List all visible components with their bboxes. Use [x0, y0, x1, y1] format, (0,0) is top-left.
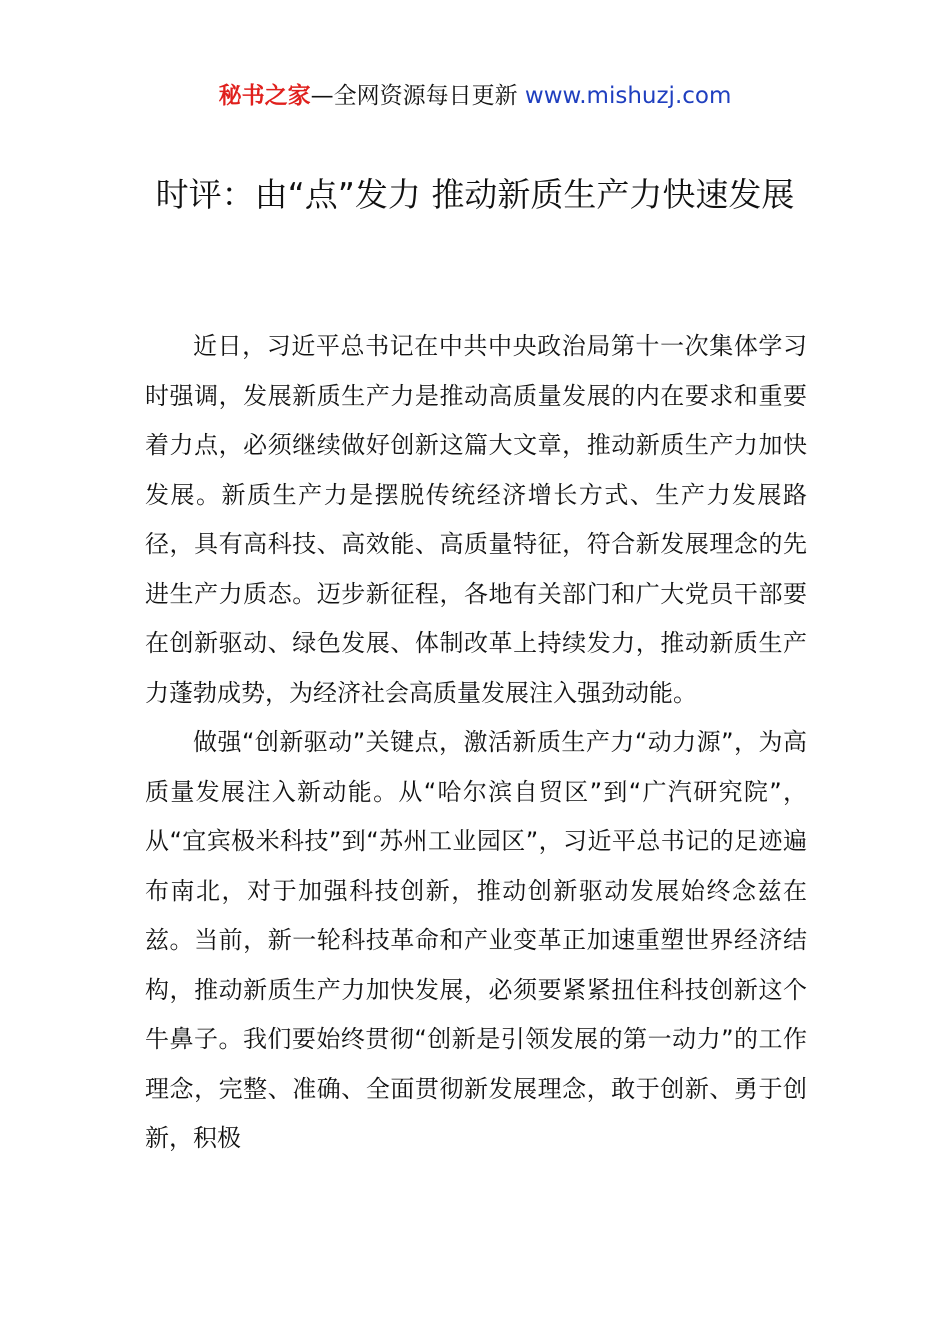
site-url-link[interactable]: www.mishuzj.com: [524, 83, 732, 109]
article-body: [145, 322, 807, 1164]
site-header: [0, 80, 950, 112]
article-title: 时评：由“点”发力 推动新质生产力快速发展: [155, 175, 795, 214]
article-paragraph: 近日，习近平总书记在中共中央政治局第十一次集体学习时强调，发展新质生产力是推动高质量发展的内在要求和重要着力点，必须继续做好创新这篇大文章，推动新质生产力加快发展。新质生产力是摆脱传统经济增长方式、生产力发展路径，具有高科技、高效能、高质量特征，符合新发展理念的先进生产力质态。迈步新征程，各地有关部门和广大党员干部要在创新驱动、绿色发展、体制改革上持续发力，推动新质生产力蓬勃成势，为经济社会高质量发展注入强劲动能。: [145, 332, 807, 707]
article-paragraph: 做强“创新驱动”关键点，激活新质生产力“动力源”，为高质量发展注入新动能。从“哈尔滨自贸区”到“广汽研究院”，从“宜宾极米科技”到“苏州工业园区”，习近平总书记的足迹遍布南北，对于加强科技创新，推动创新驱动发展始终念兹在兹。当前，新一轮科技革命和产业变革正加速重塑世界经济结构，推动新质生产力加快发展，必须要紧紧扭住科技创新这个牛鼻子。我们要始终贯彻“创新是引领发展的第一动力”的工作理念，完整、准确、全面贯彻新发展理念，敢于创新、勇于创新，积极: [145, 728, 807, 1152]
site-tagline: —全网资源每日更新: [310, 83, 525, 109]
site-brand: 秘书之家: [218, 83, 311, 109]
